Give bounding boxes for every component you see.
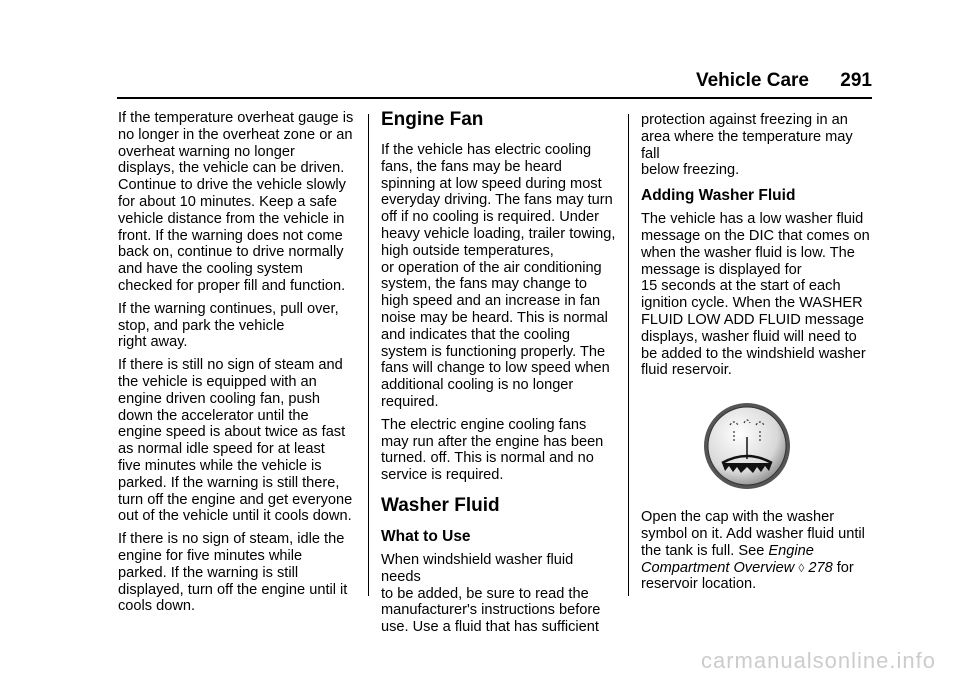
column-2: [381, 110, 616, 642]
column-1: [118, 110, 358, 621]
header-rule: [117, 97, 872, 99]
heading-washer-fluid: Washer Fluid: [381, 494, 500, 516]
paragraph: If there is no sign of steam, idle the engine for five minutes while parked. If the warning is still displayed, turn off the engine until it cools down.: [118, 531, 348, 615]
text: for reservoir location.: [641, 559, 854, 593]
page-ref-icon: ◊: [798, 560, 805, 575]
page-ref-number[interactable]: 278: [808, 559, 833, 576]
paragraph: The vehicle has a low washer fluid message on the DIC that comes on when the washer fluid is low. The message is displayed for 15 seconds at the start of each ignition cycle. When the WASHER FLUID LOW ADD FLUID message displays, washer fluid will need to be added to the windshield washer fluid reservoir.: [641, 211, 870, 379]
washer-icon-figure: [641, 401, 873, 491]
column-divider: [628, 114, 629, 596]
paragraph: The electric engine cooling fans may run after the engine has been turned. off. This is normal and no service is required.: [381, 416, 604, 484]
washer-fluid-icon: [702, 401, 792, 491]
paragraph-open-cap: [641, 509, 873, 593]
paragraph: If the warning continues, pull over, stop, and park the vehicle right away.: [118, 300, 339, 351]
paragraph: If there is still no sign of steam and the vehicle is equipped with an engine driven cooling fan, push down the accelerator until the engine speed is about twice as fast as normal idle speed for at least five minutes while the vehicle is parked. If the warning is still there, turn off the engine and get everyone out of the vehicle until it cools down.: [118, 357, 353, 525]
page-number: 291: [840, 70, 872, 91]
column-3: [641, 112, 873, 599]
paragraph: protection against freezing in an area where the temperature may fall below freezing.: [641, 112, 853, 179]
section-title: Vehicle Care: [695, 70, 810, 91]
subheading-what-to-use: What to Use: [381, 527, 471, 545]
page-header: [696, 70, 872, 92]
heading-engine-fan: Engine Fan: [381, 109, 484, 130]
text: Open the cap with the washer symbol on it. Add washer fluid until the tank is full. See: [641, 509, 865, 559]
column-divider: [368, 114, 369, 596]
subheading-adding-washer-fluid: Adding Washer Fluid: [641, 187, 796, 205]
paragraph: If the temperature overheat gauge is no longer in the overheat zone or an overheat warning no longer displays, the vehicle can be driven. Continue to drive the vehicle slowly for about 10 minutes. Keep a safe vehicle distance from the vehicle in front. If the warning does not come back on, continue to drive normally and have the cooling system checked for proper fill and function.: [118, 110, 354, 294]
watermark: carmanualsonline.info: [700, 648, 936, 673]
paragraph: When windshield washer fluid needs to be added, be sure to read the manufacturer's instructions before use. Use a fluid that has sufficient: [381, 551, 601, 636]
paragraph: If the vehicle has electric cooling fans, the fans may be heard spinning at low speed during most everyday driving. The fans may turn off if no cooling is required. Under heavy vehicle loading, trailer towing, high outside temperatures, or operation of the air conditioning system, the fans may change to high speed and an increase in fan noise may be heard. This is normal and indicates that the cooling system is functioning properly. The fans will change to low speed when additional cooling is no longer required.: [381, 142, 616, 410]
link-engine-compartment-overview[interactable]: Engine Compartment Overview: [641, 542, 814, 576]
